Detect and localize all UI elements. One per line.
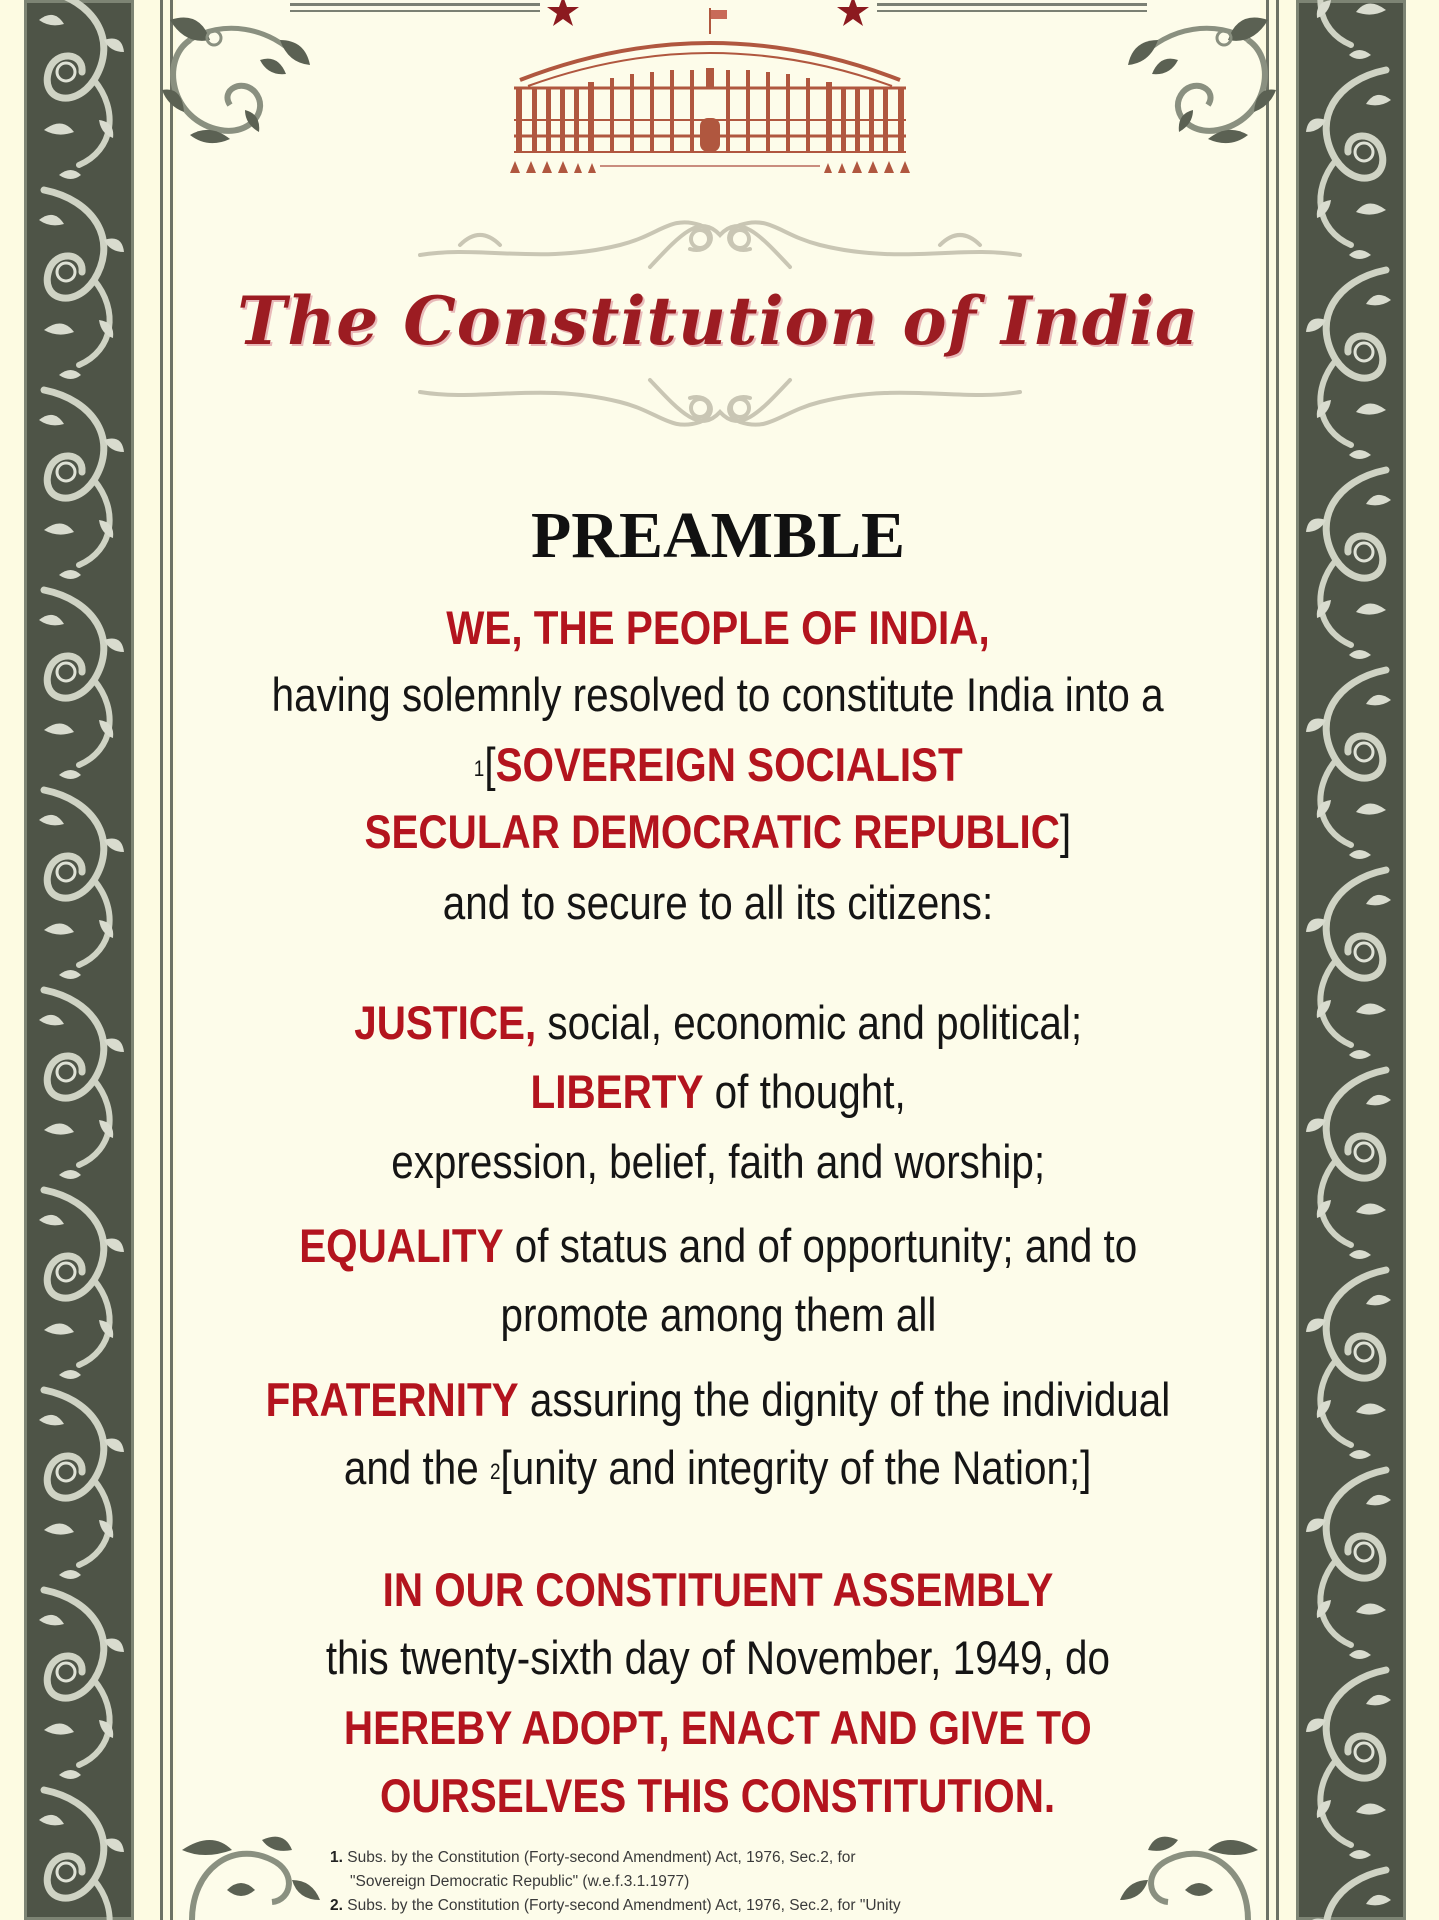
body-text: [ [484, 738, 496, 791]
footnote-text: Subs. by the Constitution (Forty-second Amendment) Act, 1976, Sec.2, for [347, 1849, 856, 1866]
emphasis-text: EQUALITY [298, 1219, 504, 1272]
body-text: [unity and integrity of the Nation;] [500, 1441, 1092, 1494]
preamble-line-text [474, 737, 963, 793]
preamble-line [176, 1700, 1260, 1756]
preamble-line [176, 1287, 1260, 1343]
preamble-line-text [383, 1562, 1054, 1618]
preamble-line [176, 1372, 1260, 1428]
preamble-line-text [344, 1440, 1092, 1496]
preamble-line [176, 1562, 1260, 1618]
preamble-line-text [446, 600, 989, 656]
frame-line-top-right [877, 3, 1147, 6]
preamble-line [176, 1440, 1260, 1496]
body-text: of status and of opportunity; and to [503, 1219, 1138, 1272]
emphasis-text: WE, THE PEOPLE OF INDIA, [446, 601, 990, 654]
parliament-house-icon [500, 8, 920, 178]
preamble-line [176, 995, 1260, 1051]
flourish-ornament-bottom-left [172, 1810, 322, 1920]
preamble-line-text [443, 875, 993, 931]
title-ornament-bottom [400, 372, 1040, 442]
emphasis-text: SOVEREIGN SOCIALIST [495, 738, 963, 791]
preamble-line [176, 600, 1260, 656]
preamble-line [176, 737, 1260, 793]
preamble-line-text [344, 1700, 1092, 1756]
frame-line-left-outer [160, 0, 163, 1920]
preamble-line [176, 1064, 1260, 1120]
frame-line-left-inner [170, 0, 173, 1920]
left-ornamental-border [24, 0, 134, 1920]
body-text: assuring the dignity of the individual [518, 1373, 1171, 1426]
body-text: having solemnly resolved to constitute India into a [271, 668, 1165, 721]
frame-line-top-left [290, 3, 540, 6]
emphasis-text: FRATERNITY [265, 1373, 519, 1426]
emphasis-text: OURSELVES THIS CONSTITUTION. [380, 1769, 1056, 1822]
preamble-line [176, 1630, 1260, 1686]
preamble-line-text [500, 1287, 936, 1343]
scroll-border-ornament [24, 0, 134, 1920]
footnotes [330, 1846, 1090, 1918]
scroll-border-ornament [1296, 0, 1406, 1920]
preamble-line [176, 804, 1260, 860]
footnote-marker: 1 [473, 756, 485, 781]
preamble-line-text [272, 667, 1164, 723]
preamble-line-text [380, 1768, 1055, 1824]
footnote-continuation: "Sovereign Democratic Republic" (w.e.f.3.1.1977) [350, 1873, 690, 1890]
footnote-number: 1. [330, 1849, 348, 1866]
frame-line-right-inner [1266, 0, 1269, 1920]
body-text: of thought, [703, 1065, 906, 1118]
emphasis-text: IN OUR CONSTITUENT ASSEMBLY [382, 1563, 1054, 1616]
preamble-line-text [530, 1064, 905, 1120]
footnote [330, 1894, 1090, 1918]
preamble-line-text [326, 1630, 1110, 1686]
preamble-line [176, 1218, 1260, 1274]
preamble-line [176, 875, 1260, 931]
preamble-line [176, 667, 1260, 723]
body-text: and to secure to all its citizens: [442, 876, 994, 929]
footnote-text: Subs. by the Constitution (Forty-second Amendment) Act, 1976, Sec.2, for "Unity [347, 1897, 901, 1914]
frame-line-right-outer [1276, 0, 1279, 1920]
preamble-line-text [391, 1134, 1045, 1190]
footnote-number: 2. [330, 1897, 348, 1914]
body-text: this twenty-sixth day of November, 1949, do [325, 1631, 1111, 1684]
flourish-ornament-top-left [150, 0, 320, 160]
body-text: expression, belief, faith and worship; [391, 1135, 1045, 1188]
emphasis-text: LIBERTY [530, 1065, 704, 1118]
emphasis-text: JUSTICE, [354, 996, 536, 1049]
body-text: social, economic and political; [535, 996, 1082, 1049]
footnote [330, 1846, 1090, 1870]
body-text: and the [344, 1441, 491, 1494]
emphasis-text: HEREBY ADOPT, ENACT AND GIVE TO [344, 1701, 1092, 1754]
preamble-line [176, 1134, 1260, 1190]
right-ornamental-border [1296, 0, 1406, 1920]
body-text: ] [1060, 805, 1072, 858]
body-text: promote among them all [500, 1288, 936, 1341]
preamble-line-text [354, 995, 1082, 1051]
document-title: The Constitution of India [237, 282, 1199, 360]
footnote-marker: 2 [490, 1459, 501, 1484]
emphasis-text: SECULAR DEMOCRATIC REPUBLIC [364, 805, 1061, 858]
title-ornament-top [400, 205, 1040, 275]
flourish-ornament-bottom-right [1118, 1810, 1268, 1920]
preamble-line-text [299, 1218, 1137, 1274]
preamble-heading: PREAMBLE [530, 499, 906, 572]
preamble-line-text [365, 804, 1072, 860]
preamble-line [176, 1768, 1260, 1824]
preamble-line-text [266, 1372, 1171, 1428]
flourish-ornament-top-right [1118, 0, 1288, 160]
